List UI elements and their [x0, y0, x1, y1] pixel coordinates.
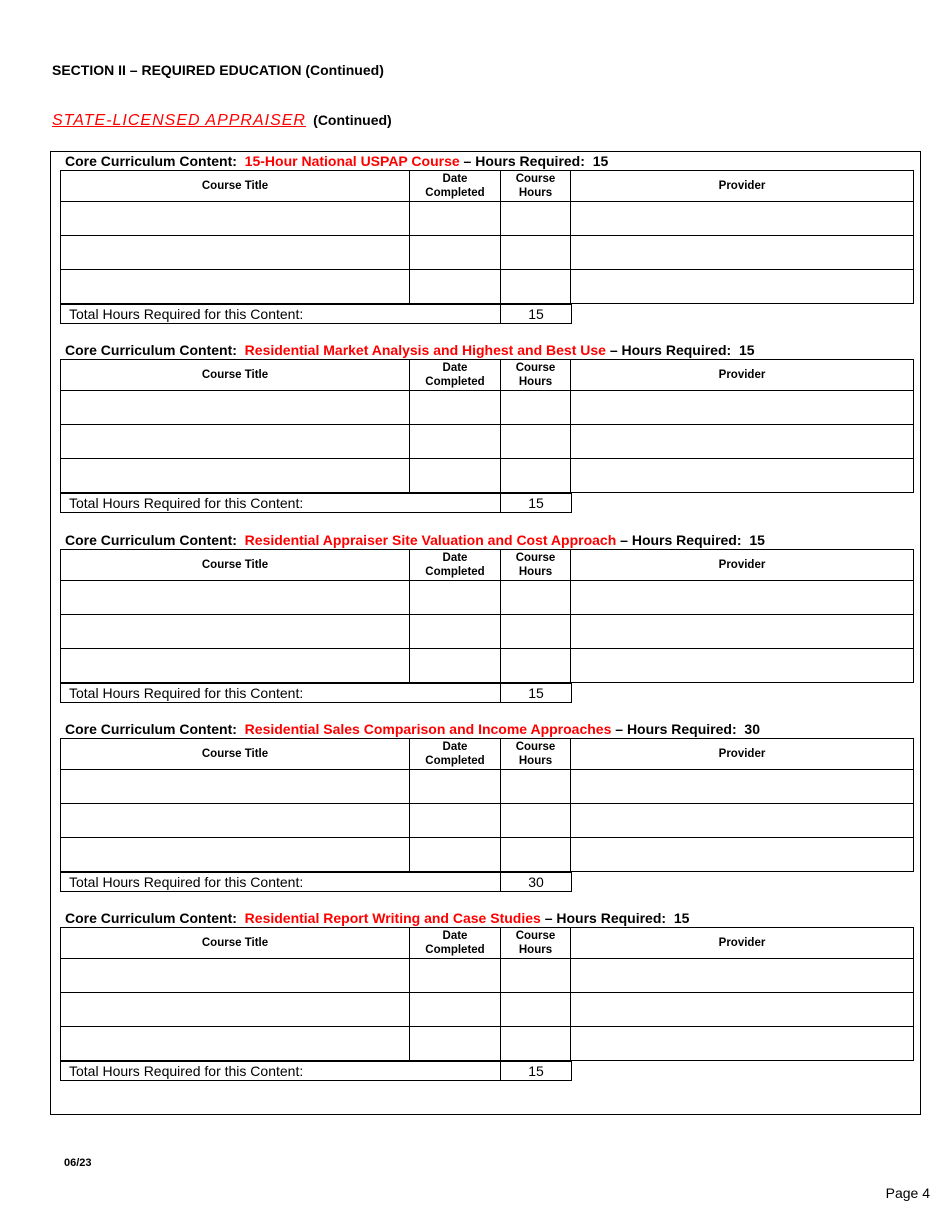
course-table-header — [61, 360, 914, 391]
course-hours-cell[interactable] — [501, 649, 571, 683]
course-table-header — [61, 550, 914, 581]
course-table-header — [61, 928, 914, 959]
provider-cell[interactable] — [571, 236, 914, 270]
date-completed-cell[interactable] — [410, 391, 501, 425]
curriculum-block — [60, 531, 914, 703]
col-date-completed: Date Completed — [410, 928, 501, 959]
date-completed-cell[interactable] — [410, 615, 501, 649]
total-hours-value: 15 — [501, 494, 572, 513]
date-completed-cell[interactable] — [410, 770, 501, 804]
course-entry-row — [61, 959, 914, 993]
block-heading-prefix: Core Curriculum Content: — [65, 532, 237, 548]
course-entry-row — [61, 459, 914, 493]
course-entry-row — [61, 425, 914, 459]
col-course-hours: Course Hours — [501, 171, 571, 202]
course-hours-cell[interactable] — [501, 959, 571, 993]
course-hours-cell[interactable] — [501, 391, 571, 425]
provider-cell[interactable] — [571, 425, 914, 459]
col-course-title: Course Title — [61, 550, 410, 581]
hours-required-value: 15 — [592, 153, 609, 169]
block-heading-prefix: Core Curriculum Content: — [65, 721, 237, 737]
course-title-cell[interactable] — [61, 236, 410, 270]
date-completed-cell[interactable] — [410, 804, 501, 838]
course-title-cell[interactable] — [61, 459, 410, 493]
course-entry-row — [61, 770, 914, 804]
col-course-hours: Course Hours — [501, 550, 571, 581]
hours-required-value: 30 — [744, 721, 760, 737]
content-name: 15-Hour National USPAP Course — [244, 153, 460, 169]
content-name: Residential Market Analysis and Highest and Best Use — [244, 342, 606, 358]
course-hours-cell[interactable] — [501, 993, 571, 1027]
hours-required-label: – Hours Required: — [620, 532, 742, 548]
date-completed-cell[interactable] — [410, 425, 501, 459]
col-course-title: Course Title — [61, 360, 410, 391]
date-completed-cell[interactable] — [410, 1027, 501, 1061]
hours-required-value: 15 — [738, 342, 755, 358]
total-hours-table — [60, 493, 572, 513]
course-table-header — [61, 739, 914, 770]
block-heading — [65, 909, 914, 927]
block-heading — [65, 341, 914, 359]
hours-required-label: – Hours Required: — [463, 153, 585, 169]
provider-cell[interactable] — [571, 1027, 914, 1061]
course-hours-cell[interactable] — [501, 581, 571, 615]
hours-required-value: 15 — [673, 910, 690, 926]
course-table — [60, 927, 914, 1061]
course-entry-row — [61, 804, 914, 838]
date-completed-cell[interactable] — [410, 581, 501, 615]
provider-cell[interactable] — [571, 993, 914, 1027]
course-hours-cell[interactable] — [501, 615, 571, 649]
content-name: Residential Report Writing and Case Studies — [244, 910, 541, 926]
hours-required-label: – Hours Required: — [544, 910, 667, 926]
course-title-cell[interactable] — [61, 993, 410, 1027]
provider-cell[interactable] — [571, 581, 914, 615]
course-title-cell[interactable] — [61, 959, 410, 993]
course-entry-row — [61, 838, 914, 872]
hours-required-value: 15 — [749, 532, 765, 548]
block-heading — [65, 720, 914, 738]
provider-cell[interactable] — [571, 770, 914, 804]
date-completed-cell[interactable] — [410, 649, 501, 683]
total-hours-label: Total Hours Required for this Content: — [61, 305, 501, 324]
course-entry-row — [61, 993, 914, 1027]
total-hours-table — [60, 683, 572, 703]
course-entry-row — [61, 236, 914, 270]
page-number: Page 4 — [885, 1185, 930, 1201]
block-heading-prefix: Core Curriculum Content: — [65, 342, 237, 358]
course-title-cell[interactable] — [61, 615, 410, 649]
provider-cell[interactable] — [571, 459, 914, 493]
curriculum-block — [60, 341, 914, 513]
provider-cell[interactable] — [571, 959, 914, 993]
content-name: Residential Appraiser Site Valuation and Cost Approach — [244, 532, 617, 548]
col-date-completed: Date Completed — [410, 171, 501, 202]
course-entry-row — [61, 1027, 914, 1061]
course-title-cell[interactable] — [61, 1027, 410, 1061]
course-entry-row — [61, 202, 914, 236]
total-hours-table — [60, 872, 572, 892]
course-hours-cell[interactable] — [501, 202, 571, 236]
course-entry-row — [61, 270, 914, 304]
course-title-cell[interactable] — [61, 425, 410, 459]
course-table — [60, 359, 914, 493]
course-title-cell[interactable] — [61, 770, 410, 804]
col-provider: Provider — [571, 739, 914, 770]
block-heading-prefix: Core Curriculum Content: — [65, 910, 237, 926]
hours-required-label: – Hours Required: — [609, 342, 732, 358]
course-title-cell[interactable] — [61, 391, 410, 425]
course-title-cell[interactable] — [61, 649, 410, 683]
date-completed-cell[interactable] — [410, 993, 501, 1027]
course-hours-cell[interactable] — [501, 770, 571, 804]
provider-cell[interactable] — [571, 838, 914, 872]
col-date-completed: Date Completed — [410, 360, 501, 391]
col-provider: Provider — [571, 360, 914, 391]
total-hours-value: 15 — [501, 305, 572, 324]
col-provider: Provider — [571, 928, 914, 959]
col-provider: Provider — [571, 550, 914, 581]
block-heading — [65, 152, 914, 170]
date-completed-cell[interactable] — [410, 459, 501, 493]
course-table-header — [61, 171, 914, 202]
course-entry-row — [61, 391, 914, 425]
date-completed-cell[interactable] — [410, 270, 501, 304]
col-course-title: Course Title — [61, 928, 410, 959]
provider-cell[interactable] — [571, 202, 914, 236]
course-hours-cell[interactable] — [501, 459, 571, 493]
total-hours-table — [60, 1061, 572, 1081]
course-hours-cell[interactable] — [501, 425, 571, 459]
hours-required-label: – Hours Required: — [615, 721, 737, 737]
course-title-cell[interactable] — [61, 202, 410, 236]
col-course-hours: Course Hours — [501, 928, 571, 959]
course-entry-row — [61, 649, 914, 683]
revision-date: 06/23 — [64, 1157, 92, 1169]
block-heading-prefix: Core Curriculum Content: — [65, 153, 237, 169]
total-hours-value: 30 — [501, 873, 572, 892]
subheading — [52, 112, 392, 130]
block-heading — [65, 531, 914, 549]
course-table — [60, 549, 914, 683]
provider-cell[interactable] — [571, 391, 914, 425]
content-name: Residential Sales Comparison and Income Approaches — [244, 721, 612, 737]
section-heading: SECTION II – REQUIRED EDUCATION (Continued) — [52, 62, 384, 78]
date-completed-cell[interactable] — [410, 959, 501, 993]
course-table — [60, 170, 914, 304]
continued-label: (Continued) — [313, 112, 392, 128]
col-provider: Provider — [571, 171, 914, 202]
course-hours-cell[interactable] — [501, 270, 571, 304]
date-completed-cell[interactable] — [410, 236, 501, 270]
curriculum-block — [60, 152, 914, 324]
course-hours-cell[interactable] — [501, 236, 571, 270]
total-hours-label: Total Hours Required for this Content: — [61, 684, 501, 703]
license-type-title: STATE-LICENSED APPRAISER — [52, 112, 306, 129]
course-title-cell[interactable] — [61, 270, 410, 304]
curriculum-block — [60, 720, 914, 892]
total-hours-table — [60, 304, 572, 324]
col-course-title: Course Title — [61, 171, 410, 202]
course-title-cell[interactable] — [61, 581, 410, 615]
total-hours-value: 15 — [501, 684, 572, 703]
course-table — [60, 738, 914, 872]
col-course-hours: Course Hours — [501, 360, 571, 391]
total-hours-label: Total Hours Required for this Content: — [61, 873, 501, 892]
col-course-hours: Course Hours — [501, 739, 571, 770]
date-completed-cell[interactable] — [410, 202, 501, 236]
course-entry-row — [61, 581, 914, 615]
course-hours-cell[interactable] — [501, 838, 571, 872]
course-hours-cell[interactable] — [501, 1027, 571, 1061]
course-title-cell[interactable] — [61, 804, 410, 838]
col-date-completed: Date Completed — [410, 739, 501, 770]
col-course-title: Course Title — [61, 739, 410, 770]
provider-cell[interactable] — [571, 270, 914, 304]
course-title-cell[interactable] — [61, 838, 410, 872]
date-completed-cell[interactable] — [410, 838, 501, 872]
provider-cell[interactable] — [571, 615, 914, 649]
total-hours-value: 15 — [501, 1062, 572, 1081]
provider-cell[interactable] — [571, 804, 914, 838]
col-date-completed: Date Completed — [410, 550, 501, 581]
provider-cell[interactable] — [571, 649, 914, 683]
course-hours-cell[interactable] — [501, 804, 571, 838]
total-hours-label: Total Hours Required for this Content: — [61, 494, 501, 513]
course-entry-row — [61, 615, 914, 649]
total-hours-label: Total Hours Required for this Content: — [61, 1062, 501, 1081]
curriculum-block — [60, 909, 914, 1081]
